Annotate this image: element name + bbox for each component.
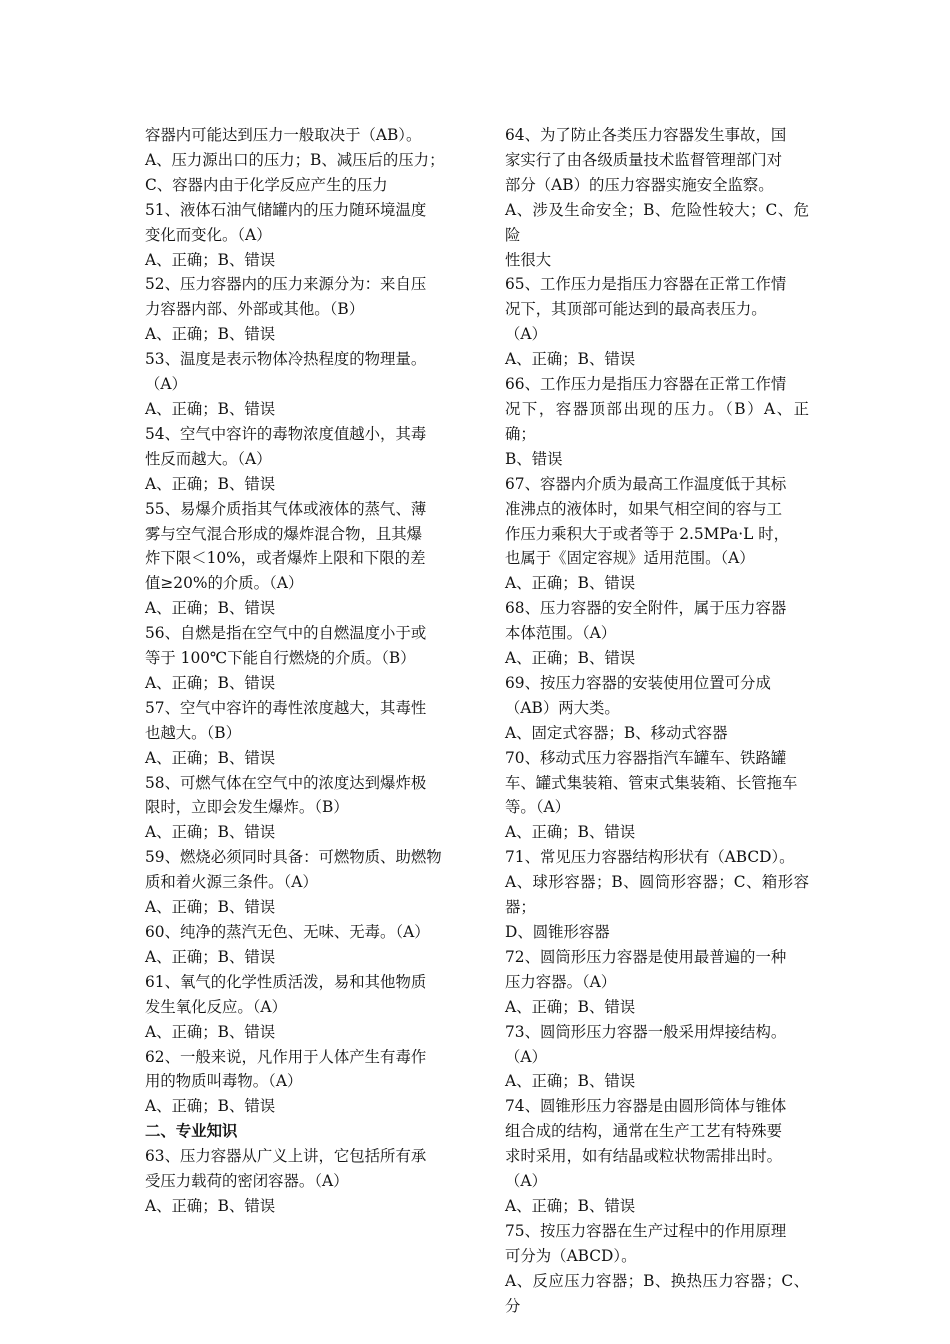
text-line: 56、自燃是指在空气中的自燃温度小于或	[145, 624, 427, 643]
text-line: A、正确；B、错误	[145, 673, 276, 692]
text-line: 67、容器内介质为最高工作温度低于其标	[505, 474, 787, 493]
text-line: A、正确；B、错误	[145, 325, 276, 344]
text-line: 家实行了由各级质量技术监督管理部门对	[505, 150, 783, 169]
text-line: 雾与空气混合形成的爆炸混合物，且其爆	[145, 524, 423, 543]
text-line: 作压力乘积大于或者等于 2.5MPa·L 时，	[505, 524, 790, 543]
text-line: A、正确；B、错误	[505, 997, 636, 1016]
text-line: 性反而越大。（A）	[145, 449, 272, 468]
text-line: A、正确；B、错误	[145, 748, 276, 767]
right-text-column	[505, 123, 809, 1319]
text-line: 65、工作压力是指压力容器在正常工作情	[505, 275, 787, 294]
text-line: A、正确；B、错误	[145, 947, 276, 966]
text-line: 变化而变化。（A）	[145, 225, 272, 244]
text-line: 可分为（ABCD）。	[505, 1246, 637, 1265]
text-line: A、正确；B、错误	[145, 474, 276, 493]
text-line: 力容器内部、外部或其他。（B）	[145, 300, 365, 319]
text-line: A、正确；B、错误	[505, 574, 636, 593]
text-line: 质和着火源三条件。（A）	[145, 873, 318, 892]
text-line: 63、压力容器从广义上讲，它包括所有承	[145, 1147, 427, 1166]
text-line: 60、纯净的蒸汽无色、无味、无毒。（A）	[145, 923, 430, 941]
text-line: 51、液体石油气储罐内的压力随环境温度	[145, 200, 427, 219]
text-line: A、正确；B、错误	[145, 399, 276, 418]
text-line: D、圆锥形容器	[505, 923, 610, 941]
text-line: 73、圆筒形压力容器一般采用焊接结构。	[505, 1022, 787, 1041]
text-line: 69、按压力容器的安装使用位置可分成	[505, 673, 771, 692]
text-line: A、固定式容器；B、移动式容器	[505, 723, 728, 742]
text-line: 52、压力容器内的压力来源分为：来自压	[145, 275, 427, 294]
text-line: 64、为了防止各类压力容器发生事故，国	[505, 126, 787, 144]
text-line: 部分（AB）的压力容器实施安全监察。	[505, 175, 774, 194]
text-line: 本体范围。（A）	[505, 624, 617, 643]
text-line: 用的物质叫毒物。（A）	[145, 1072, 303, 1091]
text-line: （A）	[145, 375, 187, 394]
text-line: 58、可燃气体在空气中的浓度达到爆炸极	[145, 773, 427, 792]
text-line: 61、氧气的化学性质活泼，易和其他物质	[145, 972, 427, 991]
text-line: 71、常见压力容器结构形状有（ABCD）。	[505, 848, 795, 867]
text-line: A、正确；B、错误	[505, 1072, 636, 1091]
text-line: 限时，立即会发生爆炸。（B）	[145, 798, 349, 817]
text-line: 57、空气中容许的毒性浓度越大，其毒性	[145, 698, 427, 717]
text-line: A、正确；B、错误	[505, 649, 636, 668]
text-line: 值≥20%的介质。（A）	[145, 574, 304, 593]
text-line: 压力容器。（A）	[505, 972, 617, 991]
text-line: A、正确；B、错误	[145, 1196, 276, 1215]
text-line: 74、圆锥形压力容器是由圆形筒体与锥体	[505, 1097, 787, 1116]
text-line: 车、罐式集装箱、管束式集装箱、长管拖车	[505, 773, 798, 792]
text-line: A、正确；B、错误	[145, 250, 276, 269]
text-line: 况下，容器顶部出现的压力。（B）A、正确；	[505, 399, 809, 443]
text-line: 也越大。（B）	[145, 723, 241, 742]
section-heading: 二、专业知识	[145, 1122, 238, 1141]
text-line: A、正确；B、错误	[505, 1196, 636, 1215]
text-line: A、正确；B、错误	[145, 898, 276, 917]
text-line: A、反应压力容器；B、换热压力容器；C、分	[505, 1271, 809, 1315]
text-line: 68、压力容器的安全附件，属于压力容器	[505, 599, 787, 618]
text-line: 受压力载荷的密闭容器。（A）	[145, 1172, 349, 1191]
text-line: A、球形容器；B、圆筒形容器；C、箱形容器；	[505, 873, 809, 917]
text-line: A、正确；B、错误	[145, 823, 276, 842]
text-line: 况下，其顶部可能达到的最高表压力。	[505, 300, 767, 319]
text-line: A、涉及生命安全；B、危险性较大；C、危险	[505, 200, 809, 244]
text-line: 也属于《固定容规》适用范围。（A）	[505, 549, 755, 568]
text-line: 55、易爆介质指其气体或液体的蒸气、薄	[145, 499, 427, 518]
text-line: （A）	[505, 1172, 547, 1191]
text-line: （AB）两大类。	[505, 698, 620, 717]
text-line: 62、一般来说，凡作用于人体产生有毒作	[145, 1047, 427, 1066]
text-line: 组合成的结构，通常在生产工艺有特殊要	[505, 1122, 783, 1141]
text-line: 59、燃烧必须同时具备：可燃物质、助燃物	[145, 848, 442, 867]
text-line: C、容器内由于化学反应产生的压力	[145, 175, 388, 194]
text-line: 炸下限＜10%，或者爆炸上限和下限的差	[145, 549, 426, 568]
text-line: 等。（A）	[505, 798, 570, 817]
text-line: 求时采用，如有结晶或粒状物需排出时。	[505, 1147, 783, 1166]
text-line: 70、移动式压力容器指汽车罐车、铁路罐	[505, 748, 787, 767]
text-line: （A）	[505, 325, 547, 344]
left-text-column	[145, 123, 449, 1219]
text-line: （A）	[505, 1047, 547, 1066]
text-line: 发生氧化反应。（A）	[145, 997, 287, 1016]
text-line: 54、空气中容许的毒物浓度值越小，其毒	[145, 424, 427, 443]
text-line: A、正确；B、错误	[505, 350, 636, 369]
text-line: A、压力源出口的压力；B、减压后的压力；	[145, 150, 445, 169]
text-line: A、正确；B、错误	[145, 1097, 276, 1116]
text-line: 容器内可能达到压力一般取决于（AB）。	[145, 126, 422, 144]
text-line: 性很大	[505, 250, 552, 269]
text-line: 72、圆筒形压力容器是使用最普遍的一种	[505, 947, 787, 966]
text-line: 等于 100℃下能自行燃烧的介质。（B）	[145, 649, 416, 668]
text-line: 53、温度是表示物体冷热程度的物理量。	[145, 350, 427, 369]
text-line: A、正确；B、错误	[145, 1022, 276, 1041]
text-line: 75、按压力容器在生产过程中的作用原理	[505, 1221, 787, 1240]
text-line: 66、工作压力是指压力容器在正常工作情	[505, 375, 787, 394]
text-line: 准沸点的液体时，如果气相空间的容与工	[505, 499, 783, 518]
text-line: A、正确；B、错误	[145, 599, 276, 618]
text-line: B、错误	[505, 449, 563, 468]
text-line: A、正确；B、错误	[505, 823, 636, 842]
